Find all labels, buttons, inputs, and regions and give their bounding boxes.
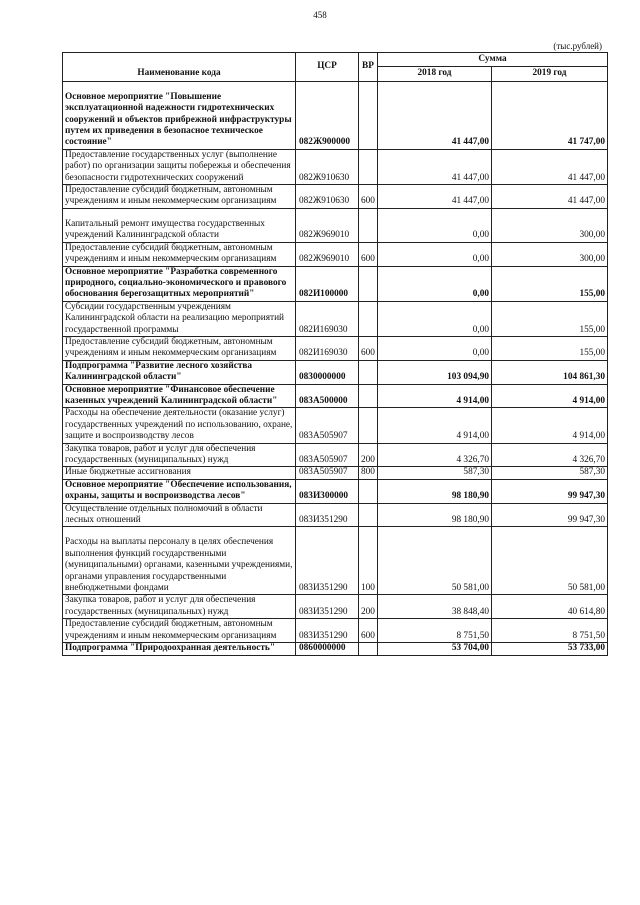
row-name: Предоставление субсидий бюджетным, автономным учреждениям и иным некоммерческим организациям <box>63 619 296 643</box>
budget-table <box>62 52 608 656</box>
row-csr: 0830000000 <box>296 360 359 384</box>
row-2018: 103 094,90 <box>378 360 492 384</box>
table-row <box>63 266 608 301</box>
row-vr <box>359 81 378 149</box>
header-sum: Сумма <box>378 53 608 67</box>
row-csr: 083И351290 <box>296 503 359 527</box>
row-2018: 50 581,00 <box>378 527 492 595</box>
header-2019: 2019 год <box>492 67 608 81</box>
row-2019: 300,00 <box>492 208 608 242</box>
row-csr: 082Ж910630 <box>296 149 359 184</box>
row-2018: 41 447,00 <box>378 81 492 149</box>
row-2019: 300,00 <box>492 242 608 266</box>
table-row <box>63 336 608 360</box>
row-csr: 082Ж910630 <box>296 185 359 209</box>
table-row <box>63 301 608 336</box>
row-csr: 0860000000 <box>296 643 359 655</box>
row-name: Основное мероприятие "Обеспечение использования, охраны, защиты и воспроизводства лесов" <box>63 479 296 503</box>
row-csr: 083А500000 <box>296 384 359 408</box>
table-row <box>63 149 608 184</box>
table-row <box>63 408 608 443</box>
table-row <box>63 595 608 619</box>
header-2018: 2018 год <box>378 67 492 81</box>
row-vr <box>359 479 378 503</box>
row-csr: 083И351290 <box>296 619 359 643</box>
row-name: Расходы на обеспечение деятельности (оказание услуг) государственных учреждений по использованию, охране, защите и воспроизводству лесов <box>63 408 296 443</box>
row-name: Предоставление субсидий бюджетным, автономным учреждениям и иным некоммерческим организациям <box>63 336 296 360</box>
row-2019: 155,00 <box>492 301 608 336</box>
row-vr: 600 <box>359 336 378 360</box>
table-row <box>63 81 608 149</box>
row-2019: 155,00 <box>492 336 608 360</box>
table-row <box>63 208 608 242</box>
row-2018: 587,30 <box>378 467 492 479</box>
row-2018: 4 914,00 <box>378 384 492 408</box>
row-2019: 4 914,00 <box>492 408 608 443</box>
row-csr: 082И169030 <box>296 301 359 336</box>
table-body <box>63 81 608 655</box>
row-csr: 083И351290 <box>296 595 359 619</box>
row-vr: 600 <box>359 185 378 209</box>
row-name: Основное мероприятие "Разработка современного природного, социально-экономического и правового обоснования берегозащитных мероприятий" <box>63 266 296 301</box>
row-vr: 600 <box>359 242 378 266</box>
row-2018: 8 751,50 <box>378 619 492 643</box>
row-2018: 4 326,70 <box>378 443 492 467</box>
row-csr: 082Ж969010 <box>296 208 359 242</box>
row-name: Основное мероприятие "Финансовое обеспечение казенных учреждений Калининградской области" <box>63 384 296 408</box>
row-2018: 98 180,90 <box>378 503 492 527</box>
row-2019: 4 914,00 <box>492 384 608 408</box>
row-csr: 082И169030 <box>296 336 359 360</box>
row-csr: 083И300000 <box>296 479 359 503</box>
row-name: Предоставление субсидий бюджетным, автономным учреждениям и иным некоммерческим организациям <box>63 242 296 266</box>
row-2019: 587,30 <box>492 467 608 479</box>
row-vr <box>359 301 378 336</box>
table-row <box>63 467 608 479</box>
row-2018: 53 704,00 <box>378 643 492 655</box>
row-csr: 083И351290 <box>296 527 359 595</box>
row-2019: 8 751,50 <box>492 619 608 643</box>
row-2019: 99 947,30 <box>492 503 608 527</box>
table-row <box>63 360 608 384</box>
row-name: Закупка товаров, работ и услуг для обеспечения государственных (муниципальных) нужд <box>63 595 296 619</box>
row-2019: 50 581,00 <box>492 527 608 595</box>
table-row <box>63 443 608 467</box>
row-csr: 083А505907 <box>296 467 359 479</box>
header-csr: ЦСР <box>296 53 359 82</box>
row-csr: 082Ж900000 <box>296 81 359 149</box>
table-row <box>63 479 608 503</box>
row-vr: 800 <box>359 467 378 479</box>
row-vr: 200 <box>359 595 378 619</box>
row-name: Осуществление отдельных полномочий в области лесных отношений <box>63 503 296 527</box>
row-2019: 40 614,80 <box>492 595 608 619</box>
row-name: Расходы на выплаты персоналу в целях обеспечения выполнения функций государственными (муниципальными) органами, казенными учреждениями, органами управления государственными внебюджетными фондами <box>63 527 296 595</box>
row-vr: 100 <box>359 527 378 595</box>
row-name: Предоставление субсидий бюджетным, автономным учреждениям и иным некоммерческим организациям <box>63 185 296 209</box>
row-2019: 41 747,00 <box>492 81 608 149</box>
row-2018: 41 447,00 <box>378 149 492 184</box>
row-2018: 0,00 <box>378 336 492 360</box>
table-row <box>63 527 608 595</box>
row-2018: 4 914,00 <box>378 408 492 443</box>
table-row <box>63 503 608 527</box>
row-vr <box>359 384 378 408</box>
row-2018: 0,00 <box>378 242 492 266</box>
row-name: Основное мероприятие "Повышение эксплуатационной надежности гидротехнических сооружений и объектов прибрежной инфраструктуры путем их приведения в безопасное техническое состояние" <box>63 81 296 149</box>
row-vr: 200 <box>359 443 378 467</box>
row-name: Предоставление государственных услуг (выполнение работ) по организации защиты побережья и обеспечения безопасности гидротехнических сооружений <box>63 149 296 184</box>
units-label: (тыс.рублей) <box>553 41 602 51</box>
row-name: Субсидии государственным учреждениям Калининградской области на реализацию мероприятий государственной программы <box>63 301 296 336</box>
row-2019: 4 326,70 <box>492 443 608 467</box>
row-csr: 083А505907 <box>296 408 359 443</box>
row-vr <box>359 408 378 443</box>
row-vr <box>359 266 378 301</box>
row-2019: 99 947,30 <box>492 479 608 503</box>
row-name: Иные бюджетные ассигнования <box>63 467 296 479</box>
row-2019: 53 733,00 <box>492 643 608 655</box>
table-row <box>63 384 608 408</box>
row-vr <box>359 208 378 242</box>
row-2018: 0,00 <box>378 266 492 301</box>
row-2018: 0,00 <box>378 301 492 336</box>
row-vr <box>359 503 378 527</box>
row-2018: 41 447,00 <box>378 185 492 209</box>
row-name: Подпрограмма "Развитие лесного хозяйства Калининградской области" <box>63 360 296 384</box>
row-2019: 104 861,30 <box>492 360 608 384</box>
row-name: Закупка товаров, работ и услуг для обеспечения государственных (муниципальных) нужд <box>63 443 296 467</box>
table-row <box>63 619 608 643</box>
row-2019: 41 447,00 <box>492 149 608 184</box>
row-2018: 38 848,40 <box>378 595 492 619</box>
header-vr: ВР <box>359 53 378 82</box>
table-row <box>63 643 608 655</box>
row-vr <box>359 149 378 184</box>
row-2018: 0,00 <box>378 208 492 242</box>
row-vr: 600 <box>359 619 378 643</box>
row-2019: 155,00 <box>492 266 608 301</box>
row-vr <box>359 360 378 384</box>
row-2018: 98 180,90 <box>378 479 492 503</box>
row-csr: 082И100000 <box>296 266 359 301</box>
table-row <box>63 185 608 209</box>
row-2019: 41 447,00 <box>492 185 608 209</box>
row-csr: 082Ж969010 <box>296 242 359 266</box>
table-row <box>63 242 608 266</box>
row-name: Подпрограмма "Природоохранная деятельность" <box>63 643 296 655</box>
row-name: Капитальный ремонт имущества государственных учреждений Калининградской области <box>63 208 296 242</box>
row-vr <box>359 643 378 655</box>
row-csr: 083А505907 <box>296 443 359 467</box>
page-number: 458 <box>313 10 327 20</box>
header-name: Наименование кода <box>63 53 296 82</box>
